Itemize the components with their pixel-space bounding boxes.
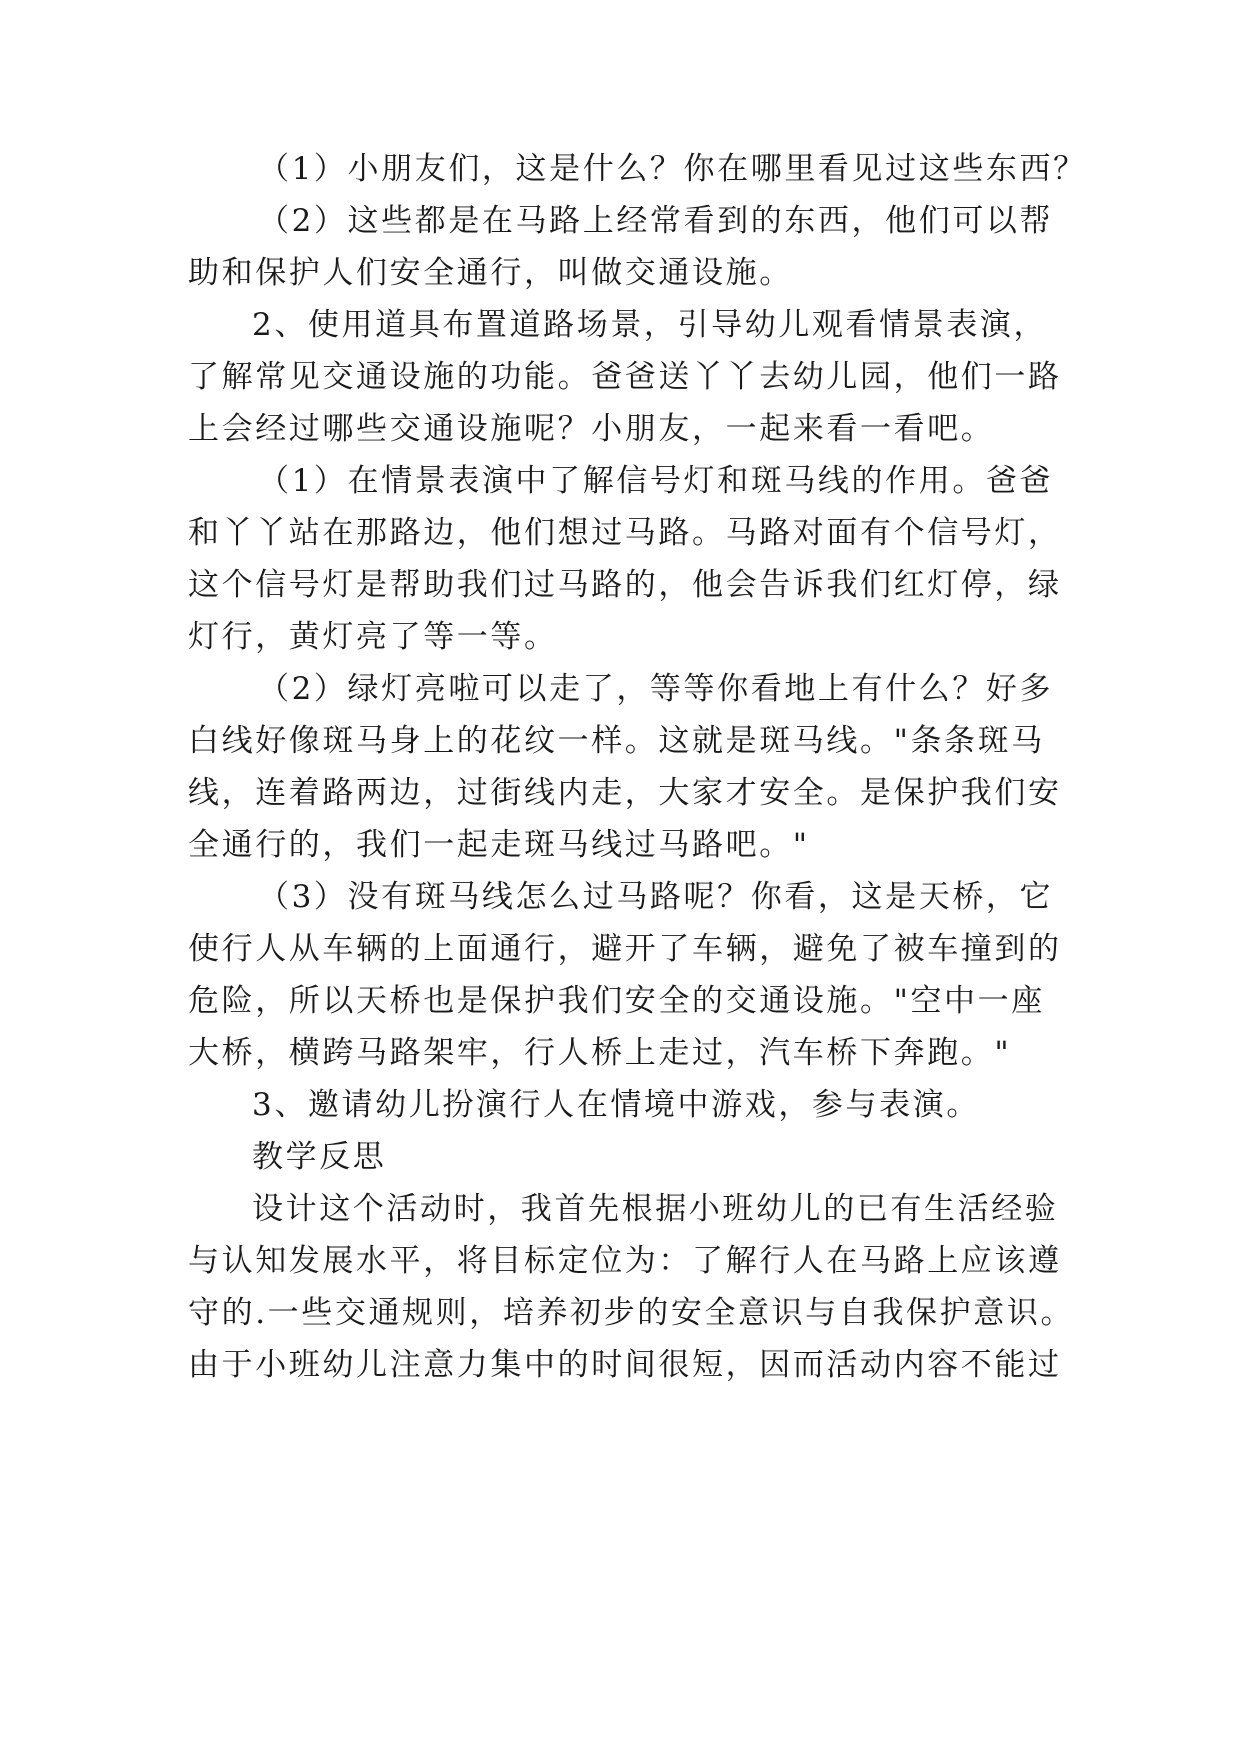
text-line: 线，连着路两边，过街线内走，大家才安全。是保护我们安 xyxy=(188,775,1062,811)
text-line: 危险，所以天桥也是保护我们安全的交通设施。"空中一座 xyxy=(188,983,1045,1019)
text-line: （3）没有斑马线怎么过马路呢？你看，这是天桥，它 xyxy=(258,879,1054,915)
section-heading: 教学反思 xyxy=(252,1139,387,1175)
text-line: （1）小朋友们，这是什么？你在哪里看见过这些东西？ xyxy=(258,151,1087,187)
text-line: 大桥，横跨马路架牢，行人桥上走过，汽车桥下奔跑。" xyxy=(188,1035,1012,1071)
text-line: 设计这个活动时，我首先根据小班幼儿的已有生活经验 xyxy=(252,1191,1059,1227)
text-line: （2）这些都是在马路上经常看到的东西，他们可以帮 xyxy=(258,203,1054,239)
text-line: 和丫丫站在那路边，他们想过马路。马路对面有个信号灯， xyxy=(188,515,1062,551)
text-line: 守的.一些交通规则，培养初步的安全意识与自我保护意识。 xyxy=(188,1295,1075,1331)
text-line: （1）在情景表演中了解信号灯和斑马线的作用。爸爸 xyxy=(258,463,1054,499)
text-line: 由于小班幼儿注意力集中的时间很短，因而活动内容不能过 xyxy=(188,1347,1062,1383)
text-line: 了解常见交通设施的功能。爸爸送丫丫去幼儿园，他们一路 xyxy=(188,359,1062,395)
text-line: 与认知发展水平，将目标定位为：了解行人在马路上应该遵 xyxy=(188,1243,1062,1279)
text-line: 灯行，黄灯亮了等一等。 xyxy=(188,619,558,655)
text-line: 助和保护人们安全通行，叫做交通设施。 xyxy=(188,255,793,291)
text-line: （2）绿灯亮啦可以走了，等等你看地上有什么？好多 xyxy=(258,671,1054,707)
text-line: 上会经过哪些交通设施呢？小朋友，一起来看一看吧。 xyxy=(188,411,995,447)
text-line: 白线好像斑马身上的花纹一样。这就是斑马线。"条条斑马 xyxy=(188,723,1045,759)
text-line: 2、使用道具布置道路场景，引导幼儿观看情景表演， xyxy=(252,307,1048,343)
text-line: 使行人从车辆的上面通行，避开了车辆，避免了被车撞到的 xyxy=(188,931,1062,967)
text-line: 3、邀请幼儿扮演行人在情境中游戏，参与表演。 xyxy=(252,1087,980,1123)
text-line: 全通行的，我们一起走斑马线过马路吧。" xyxy=(188,827,810,863)
text-line: 这个信号灯是帮助我们过马路的，他会告诉我们红灯停，绿 xyxy=(188,567,1062,603)
